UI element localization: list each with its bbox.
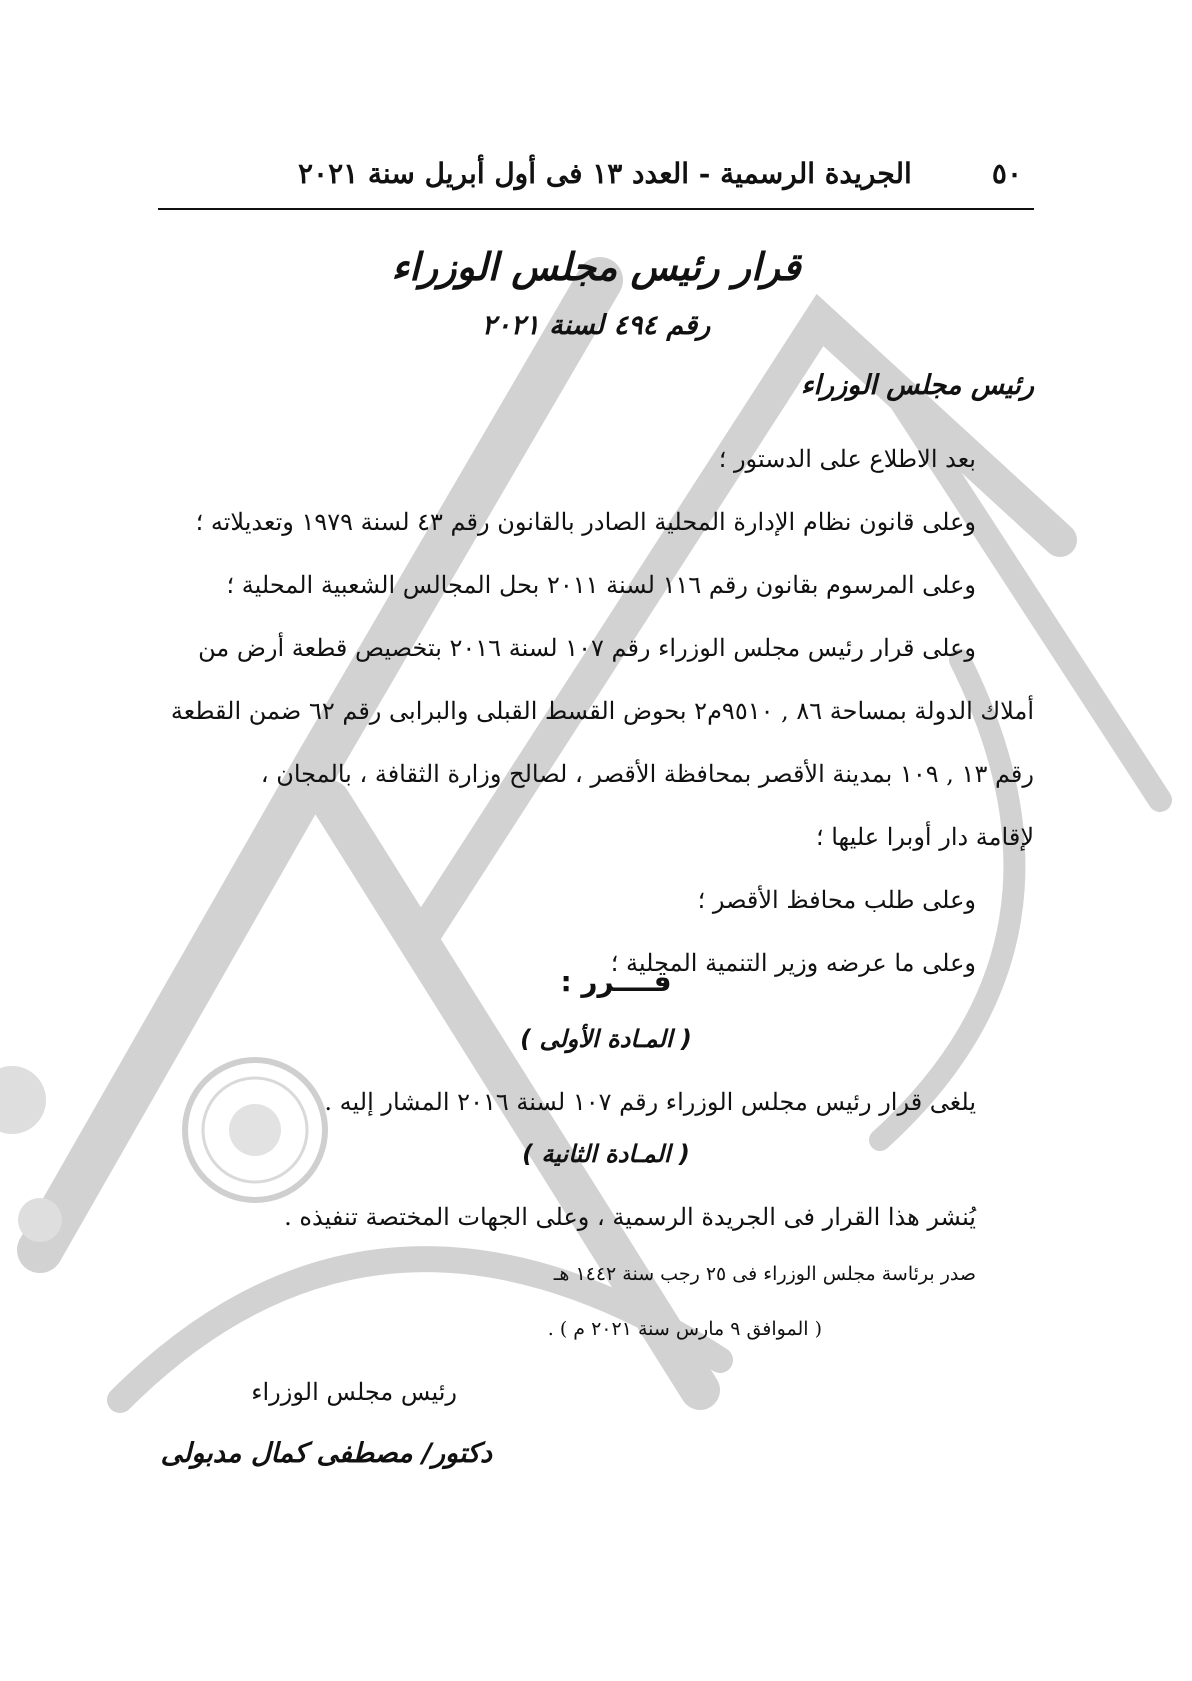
decree-number: رقم ٤٩٤ لسنة ٢٠٢١ <box>481 310 711 341</box>
seal-icon <box>185 1060 325 1200</box>
preamble-clause: وعلى قرار رئيس مجلس الوزراء رقم ١٠٧ لسنة ٢٠١٦ بتخصيص قطعة أرض من <box>198 634 976 662</box>
header-divider <box>158 208 1034 210</box>
decree-title: قرار رئيس مجلس الوزراء <box>391 245 801 289</box>
page-number: ٥٠ <box>991 156 1022 190</box>
signatory-title: رئيس مجلس الوزراء <box>251 1378 457 1406</box>
preamble-clauses <box>158 428 1034 995</box>
running-title: الجريدة الرسمية - العدد ١٣ فى أول أبريل سنة ٢٠٢١ <box>298 156 912 190</box>
preamble-clause-continuation: أملاك الدولة بمساحة ٨٦ , ٩٥١٠م٢ بحوض القسط القبلى والبرابى رقم ٦٢ ضمن القطعة <box>170 697 1034 725</box>
issuer-heading: رئيس مجلس الوزراء <box>800 370 1034 401</box>
preamble-clause: بعد الاطلاع على الدستور ؛ <box>718 445 976 473</box>
preamble-clause: وعلى ما عرضه وزير التنمية المحلية ؛ <box>610 949 976 977</box>
preamble-clause-continuation: رقم ١٣ , ١٠٩ بمدينة الأقصر بمحافظة الأقصر ، لصالح وزارة الثقافة ، بالمجان ، <box>260 760 1034 788</box>
page-header <box>158 148 1034 198</box>
article-1-text: يلغى قرار رئيس مجلس الوزراء رقم ١٠٧ لسنة ٢٠١٦ المشار إليه . <box>324 1088 976 1116</box>
preamble-clause: وعلى المرسوم بقانون رقم ١١٦ لسنة ٢٠١١ بحل المجالس الشعبية المحلية ؛ <box>226 571 976 599</box>
preamble-clause: وعلى قانون نظام الإدارة المحلية الصادر بالقانون رقم ٤٣ لسنة ١٩٧٩ وتعديلاته ؛ <box>195 508 976 536</box>
resolved-label: قــــرر : <box>560 965 672 998</box>
article-2-text: يُنشر هذا القرار فى الجريدة الرسمية ، وعلى الجهات المختصة تنفيذه . <box>284 1203 976 1231</box>
article-2-heading: ( المـادة الثانية ) <box>522 1140 690 1168</box>
issued-date-hijri: صدر برئاسة مجلس الوزراء فى ٢٥ رجب سنة ١٤٤٢ هـ <box>553 1263 976 1285</box>
signatory-name: دكتور/ مصطفى كمال مدبولى <box>160 1438 492 1469</box>
article-1-heading: ( المـادة الأولى ) <box>520 1025 692 1053</box>
preamble-clause-continuation: لإقامة دار أوبرا عليها ؛ <box>815 823 1034 851</box>
issued-date-gregorian: ( الموافق ٩ مارس سنة ٢٠٢١ م ) . <box>547 1318 822 1340</box>
preamble-clause: وعلى طلب محافظ الأقصر ؛ <box>697 886 976 914</box>
